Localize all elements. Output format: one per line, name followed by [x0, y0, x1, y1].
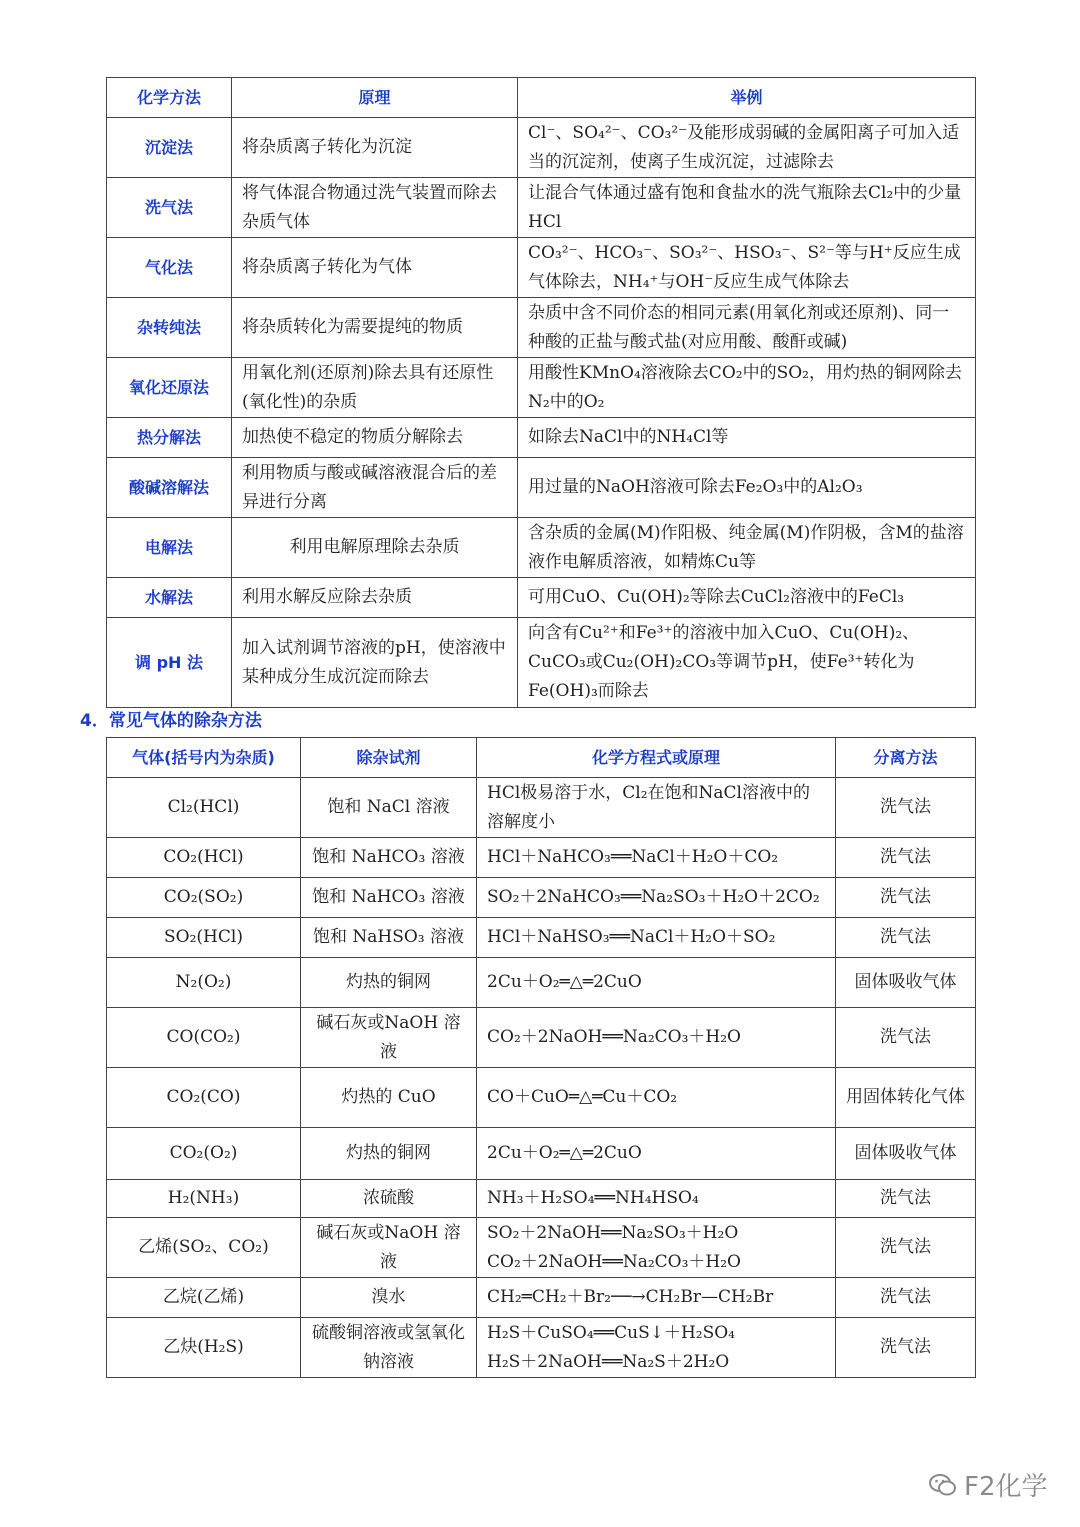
separation-cell: 洗气法 [836, 1218, 976, 1278]
equation-cell: CO₂＋2NaOH══Na₂CO₃＋H₂O [477, 1008, 836, 1068]
example-cell: 可用CuO、Cu(OH)₂等除去CuCl₂溶液中的FeCl₃ [518, 578, 976, 618]
reagent-cell: 硫酸铜溶液或氢氧化钠溶液 [301, 1318, 477, 1378]
gas-cell: N₂(O₂) [107, 958, 301, 1008]
wechat-icon [928, 1472, 958, 1498]
header-reagent: 除杂试剂 [301, 738, 477, 778]
equation-cell: 2Cu＋O₂═△═2CuO [477, 958, 836, 1008]
table-row [107, 458, 976, 518]
method-cell: 水解法 [107, 578, 232, 618]
method-cell: 杂转纯法 [107, 298, 232, 358]
table-row [107, 1068, 976, 1128]
gas-cell: H₂(NH₃) [107, 1180, 301, 1218]
separation-cell: 固体吸收气体 [836, 958, 976, 1008]
table-row [107, 178, 976, 238]
equation-line: H₂S＋CuSO₄══CuS↓＋H₂SO₄ [487, 1322, 735, 1343]
table-row [107, 1318, 976, 1378]
reagent-cell: 浓硫酸 [301, 1180, 477, 1218]
table-row [107, 238, 976, 298]
separation-cell: 洗气法 [836, 1318, 976, 1378]
gas-cell: Cl₂(HCl) [107, 778, 301, 838]
principle-cell: 利用物质与酸或碱溶液混合后的差异进行分离 [232, 458, 518, 518]
header-equation: 化学方程式或原理 [477, 738, 836, 778]
table-header-row [107, 738, 976, 778]
method-cell: 洗气法 [107, 178, 232, 238]
gas-cell: CO₂(O₂) [107, 1128, 301, 1180]
table-row [107, 1218, 976, 1278]
table-row [107, 1128, 976, 1180]
equation-cell: HCl极易溶于水，Cl₂在饱和NaCl溶液中的溶解度小 [477, 778, 836, 838]
example-cell: 用酸性KMnO₄溶液除去CO₂中的SO₂，用灼热的铜网除去N₂中的O₂ [518, 358, 976, 418]
equation-line: SO₂＋2NaOH══Na₂SO₃＋H₂O [487, 1222, 739, 1243]
method-cell: 沉淀法 [107, 118, 232, 178]
separation-cell: 洗气法 [836, 1278, 976, 1318]
equation-line: H₂S＋2NaOH══Na₂S＋2H₂O [487, 1351, 730, 1372]
reagent-cell: 饱和 NaHSO₃ 溶液 [301, 918, 477, 958]
equation-cell [477, 1218, 836, 1278]
principle-cell: 将杂质离子转化为沉淀 [232, 118, 518, 178]
example-cell: 含杂质的金属(M)作阳极、纯金属(M)作阴极，含M的盐溶液作电解质溶液，如精炼Cu等 [518, 518, 976, 578]
gas-purification-table [106, 737, 976, 1378]
table-row [107, 298, 976, 358]
table-row [107, 918, 976, 958]
reagent-cell: 碱石灰或NaOH 溶液 [301, 1218, 477, 1278]
separation-cell: 洗气法 [836, 878, 976, 918]
table-row [107, 618, 976, 708]
method-cell: 氧化还原法 [107, 358, 232, 418]
header-method: 化学方法 [107, 78, 232, 118]
header-example: 举例 [518, 78, 976, 118]
equation-cell: CO＋CuO═△═Cu＋CO₂ [477, 1068, 836, 1128]
table-row [107, 878, 976, 918]
section-title: 4．常见气体的除杂方法 [80, 711, 262, 731]
method-cell: 气化法 [107, 238, 232, 298]
gas-cell: 乙烯(SO₂、CO₂) [107, 1218, 301, 1278]
example-cell: 向含有Cu²⁺和Fe³⁺的溶液中加入CuO、Cu(OH)₂、CuCO₃或Cu₂(OH)₂CO₃等调节pH，使Fe³⁺转化为Fe(OH)₃而除去 [518, 618, 976, 708]
equation-cell [477, 1318, 836, 1378]
equation-cell: CH₂═CH₂＋Br₂──→CH₂Br—CH₂Br [477, 1278, 836, 1318]
reagent-cell: 饱和 NaCl 溶液 [301, 778, 477, 838]
reagent-cell: 溴水 [301, 1278, 477, 1318]
principle-cell: 将杂质转化为需要提纯的物质 [232, 298, 518, 358]
gas-cell: CO₂(CO) [107, 1068, 301, 1128]
reagent-cell: 饱和 NaHCO₃ 溶液 [301, 838, 477, 878]
example-cell: CO₃²⁻、HCO₃⁻、SO₃²⁻、HSO₃⁻、S²⁻等与H⁺反应生成气体除去，NH₄⁺与OH⁻反应生成气体除去 [518, 238, 976, 298]
reagent-cell: 灼热的铜网 [301, 958, 477, 1008]
table-row [107, 838, 976, 878]
equation-cell: SO₂＋2NaHCO₃══Na₂SO₃＋H₂O＋2CO₂ [477, 878, 836, 918]
reagent-cell: 饱和 NaHCO₃ 溶液 [301, 878, 477, 918]
gas-cell: SO₂(HCl) [107, 918, 301, 958]
table-row [107, 358, 976, 418]
table-row [107, 778, 976, 838]
equation-cell: 2Cu＋O₂═△═2CuO [477, 1128, 836, 1180]
gas-cell: CO₂(SO₂) [107, 878, 301, 918]
equation-cell: HCl＋NaHSO₃══NaCl＋H₂O＋SO₂ [477, 918, 836, 958]
table-row [107, 958, 976, 1008]
gas-cell: CO(CO₂) [107, 1008, 301, 1068]
purification-methods-table [106, 77, 976, 708]
reagent-cell: 灼热的铜网 [301, 1128, 477, 1180]
header-principle: 原理 [232, 78, 518, 118]
separation-cell: 洗气法 [836, 838, 976, 878]
example-cell: Cl⁻、SO₄²⁻、CO₃²⁻及能形成弱碱的金属阳离子可加入适当的沉淀剂，使离子生成沉淀，过滤除去 [518, 118, 976, 178]
table-row [107, 578, 976, 618]
watermark [928, 1466, 1048, 1503]
principle-cell: 利用电解原理除去杂质 [232, 518, 518, 578]
equation-cell: HCl＋NaHCO₃══NaCl＋H₂O＋CO₂ [477, 838, 836, 878]
method-cell: 调 pH 法 [107, 618, 232, 708]
gas-cell: 乙烷(乙烯) [107, 1278, 301, 1318]
table-row [107, 1008, 976, 1068]
example-cell: 杂质中含不同价态的相同元素(用氧化剂或还原剂)、同一种酸的正盐与酸式盐(对应用酸、酸酐或碱) [518, 298, 976, 358]
reagent-cell: 碱石灰或NaOH 溶液 [301, 1008, 477, 1068]
example-cell: 让混合气体通过盛有饱和食盐水的洗气瓶除去Cl₂中的少量HCl [518, 178, 976, 238]
separation-cell: 固体吸收气体 [836, 1128, 976, 1180]
principle-cell: 加入试剂调节溶液的pH，使溶液中某种成分生成沉淀而除去 [232, 618, 518, 708]
method-cell: 热分解法 [107, 418, 232, 458]
watermark-text: F2化学 [964, 1472, 1048, 1502]
example-cell: 如除去NaCl中的NH₄Cl等 [518, 418, 976, 458]
table-row [107, 118, 976, 178]
table-row [107, 418, 976, 458]
table-header-row [107, 78, 976, 118]
separation-cell: 用固体转化气体 [836, 1068, 976, 1128]
principle-cell: 用氧化剂(还原剂)除去具有还原性(氧化性)的杂质 [232, 358, 518, 418]
gas-cell: CO₂(HCl) [107, 838, 301, 878]
table-row [107, 1180, 976, 1218]
reagent-cell: 灼热的 CuO [301, 1068, 477, 1128]
method-cell: 酸碱溶解法 [107, 458, 232, 518]
principle-cell: 利用水解反应除去杂质 [232, 578, 518, 618]
method-cell: 电解法 [107, 518, 232, 578]
principle-cell: 加热使不稳定的物质分解除去 [232, 418, 518, 458]
table-row [107, 1278, 976, 1318]
separation-cell: 洗气法 [836, 1180, 976, 1218]
equation-line: CO₂＋2NaOH══Na₂CO₃＋H₂O [487, 1251, 741, 1272]
principle-cell: 将气体混合物通过洗气装置而除去杂质气体 [232, 178, 518, 238]
principle-cell: 将杂质离子转化为气体 [232, 238, 518, 298]
header-separation: 分离方法 [836, 738, 976, 778]
separation-cell: 洗气法 [836, 918, 976, 958]
header-gas: 气体(括号内为杂质) [107, 738, 301, 778]
equation-cell: NH₃＋H₂SO₄══NH₄HSO₄ [477, 1180, 836, 1218]
gas-cell: 乙炔(H₂S) [107, 1318, 301, 1378]
table-row [107, 518, 976, 578]
separation-cell: 洗气法 [836, 1008, 976, 1068]
example-cell: 用过量的NaOH溶液可除去Fe₂O₃中的Al₂O₃ [518, 458, 976, 518]
separation-cell: 洗气法 [836, 778, 976, 838]
